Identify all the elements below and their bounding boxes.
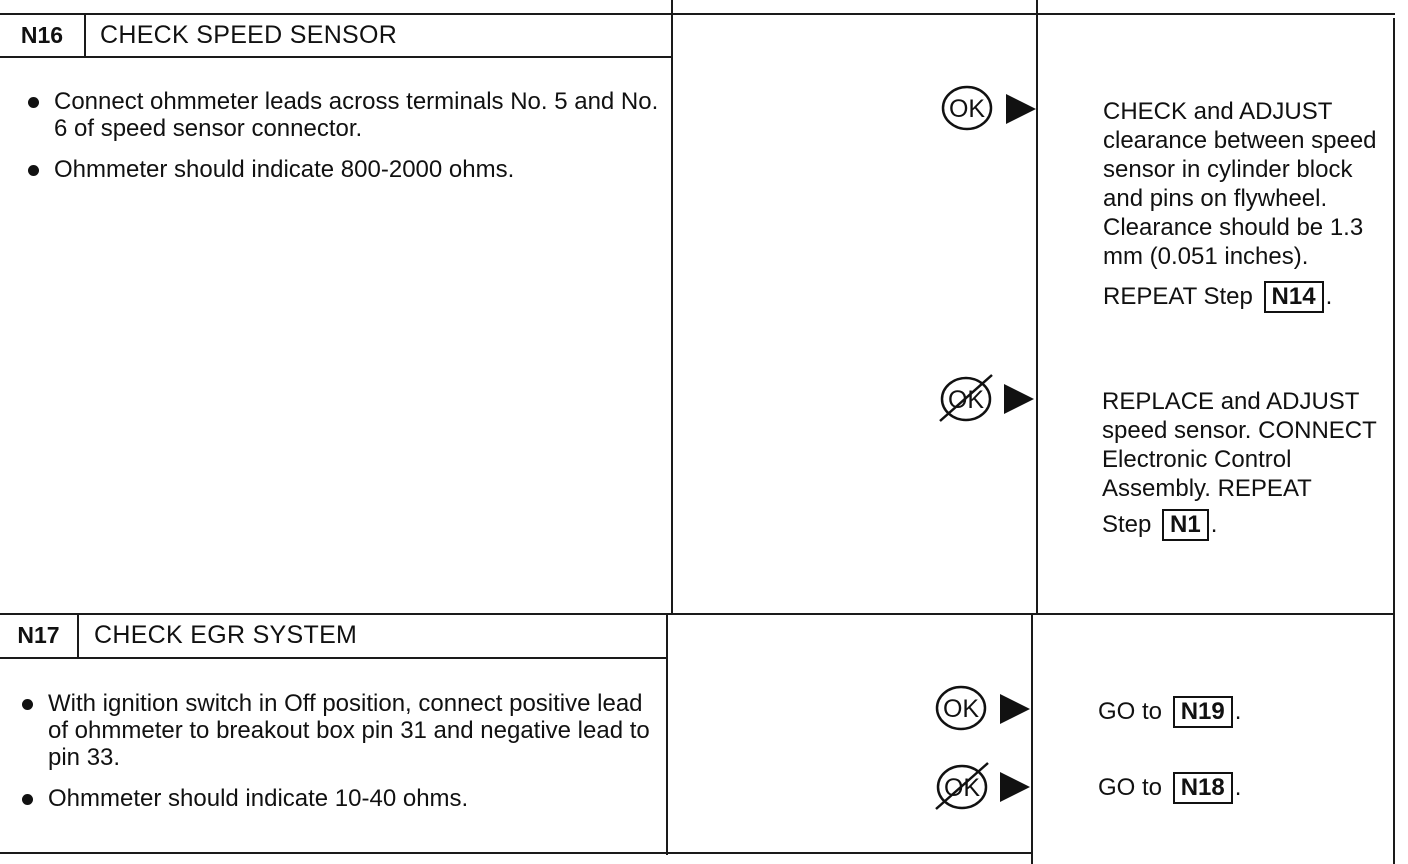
n16-header-bottom — [0, 56, 673, 58]
not-ok-result — [1102, 387, 1382, 541]
vertical-divider-1 — [671, 0, 673, 613]
step-title: CHECK SPEED SENSOR — [100, 20, 398, 49]
result-suffix: . — [1234, 698, 1242, 725]
result-suffix: . — [1325, 283, 1333, 310]
vertical-divider-1b — [666, 613, 668, 855]
arrow-right-icon — [1002, 382, 1036, 416]
step-reference-link[interactable]: N1 — [1162, 509, 1209, 541]
instruction-item: Ohmmeter should indicate 10-40 ohms. — [20, 785, 650, 812]
step-title: CHECK EGR SYSTEM — [94, 621, 358, 649]
result-action-line — [1098, 696, 1378, 728]
step-id: N17 — [17, 622, 60, 648]
instruction-list — [26, 88, 666, 197]
result-action-line — [1103, 281, 1383, 313]
instruction-item: Ohmmeter should indicate 800-2000 ohms. — [26, 156, 666, 183]
arrow-right-icon — [998, 770, 1032, 804]
step-id: N16 — [20, 21, 64, 48]
step-reference-link[interactable]: N14 — [1264, 281, 1324, 313]
step-reference-link[interactable]: N19 — [1173, 696, 1233, 728]
result-suffix: . — [1234, 774, 1242, 801]
vertical-divider-2b — [1031, 613, 1033, 864]
result-action: GO to — [1098, 698, 1163, 725]
bottom-border — [0, 852, 1033, 854]
result-action: GO to — [1098, 774, 1163, 801]
ok-label: OK — [947, 386, 985, 414]
not-ok-result — [1098, 772, 1378, 804]
n17-id-divider — [77, 613, 79, 658]
result-text: REPLACE and ADJUST speed sensor. CONNECT Electronic Control Assembly. REPEAT — [1102, 388, 1377, 502]
ok-result — [1103, 97, 1383, 313]
instruction-item: With ignition switch in Off position, connect positive lead of ohmmeter to breakout box pin 31 and negative lead to pin 33. — [20, 690, 650, 771]
ok-label: OK — [942, 695, 980, 723]
ok-result — [1098, 696, 1378, 728]
ok-label: OK — [948, 95, 986, 123]
ok-label: OK — [943, 774, 981, 802]
not-ok-circle-icon — [937, 374, 995, 422]
n17-header-bottom — [0, 657, 668, 659]
result-action-line — [1102, 509, 1382, 541]
result-action: Step — [1102, 511, 1152, 538]
ok-circle-icon — [934, 684, 992, 732]
instruction-item: Connect ohmmeter leads across terminals No. 5 and No. 6 of speed sensor connector. — [26, 88, 666, 142]
result-suffix: . — [1210, 511, 1218, 538]
step-reference-link[interactable]: N18 — [1173, 772, 1233, 804]
vertical-divider-3 — [1393, 18, 1395, 864]
n16-id-divider — [84, 13, 86, 57]
not-ok-circle-icon — [933, 762, 991, 810]
result-text: CHECK and ADJUST clearance between speed sensor in cylinder block and pins on flywheel. Clearance should be 1.3 mm (0.051 inches). — [1103, 98, 1377, 270]
instruction-list — [20, 690, 650, 826]
result-action-line — [1098, 772, 1378, 804]
result-action: REPEAT Step — [1103, 283, 1253, 310]
ok-circle-icon — [940, 84, 998, 132]
arrow-right-icon — [998, 692, 1032, 726]
arrow-right-icon — [1004, 92, 1038, 126]
